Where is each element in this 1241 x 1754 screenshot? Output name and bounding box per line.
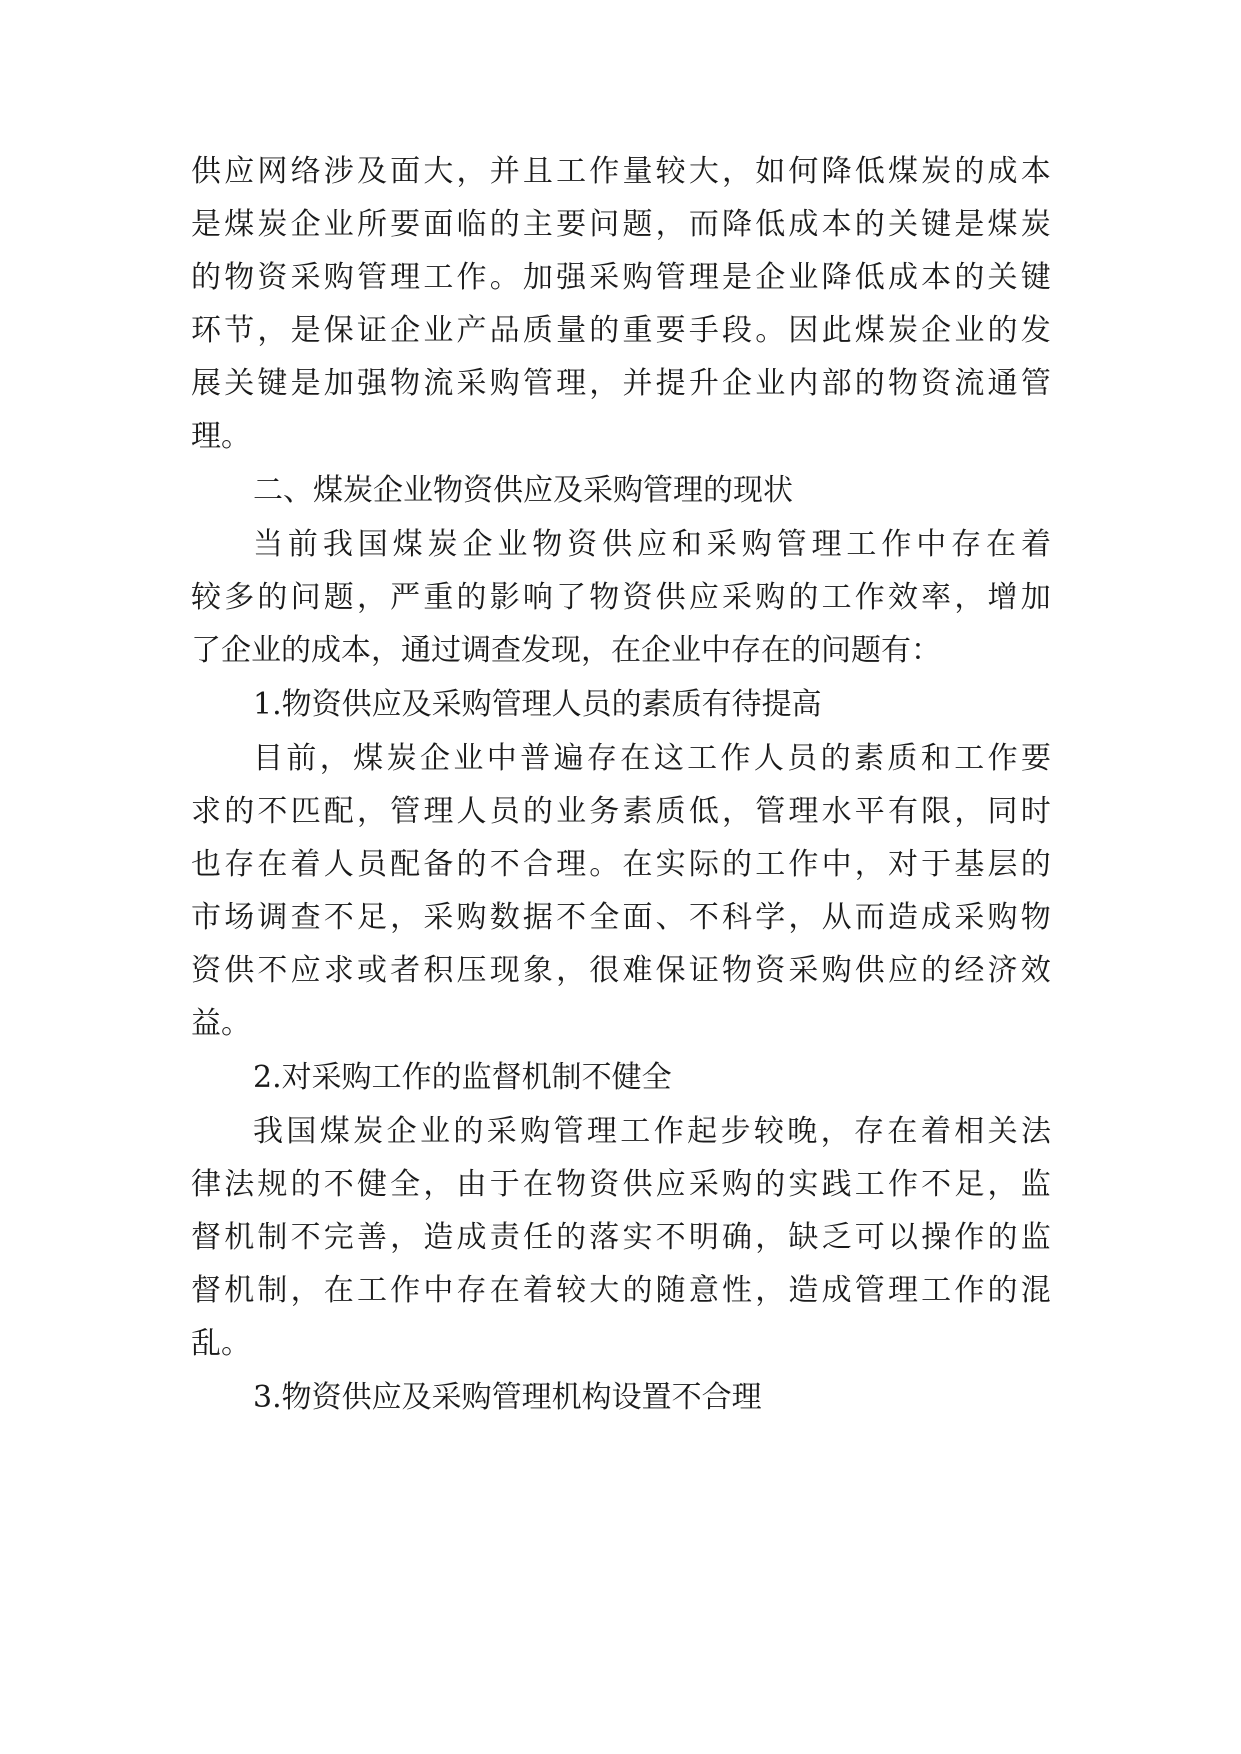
section-heading: 二、煤炭企业物资供应及采购管理的现状 xyxy=(253,473,793,508)
text-line: 督 机 制 ， 在 工 作 中 存 在 着 较 大 的 随 意 性 ， 造 成 管 理 工 作 的 混 xyxy=(191,1273,1051,1308)
subsection-heading: 2.对采购工作的监督机制不健全 xyxy=(253,1060,672,1095)
text-line: 展 关 键 是 加 强 物 流 采 购 管 理 ， 并 提 升 企 业 内 部 的 物 资 流 通 管 xyxy=(191,366,1051,401)
text-line: 也 存 在 着 人 员 配 备 的 不 合 理 。 在 实 际 的 工 作 中 ， 对 于 基 层 的 xyxy=(191,847,1051,882)
text-line: 理。 xyxy=(191,419,251,454)
text-line: 督 机 制 不 完 善 ， 造 成 责 任 的 落 实 不 明 确 ， 缺 乏 可 以 操 作 的 监 xyxy=(191,1220,1051,1255)
text-line: 较 多 的 问 题 ， 严 重 的 影 响 了 物 资 供 应 采 购 的 工 作 效 率 ， 增 加 xyxy=(191,580,1051,615)
text-line: 市 场 调 查 不 足 ， 采 购 数 据 不 全 面 、 不 科 学 ， 从 而 造 成 采 购 物 xyxy=(191,900,1051,935)
text-line: 当 前 我 国 煤 炭 企 业 物 资 供 应 和 采 购 管 理 工 作 中 存 在 着 xyxy=(253,527,1051,562)
text-line: 目 前 ， 煤 炭 企 业 中 普 遍 存 在 这 工 作 人 员 的 素 质 和 工 作 要 xyxy=(253,741,1051,776)
text-line: 了企业的成本，通过调查发现，在企业中存在的问题有： xyxy=(191,633,941,668)
text-line: 益。 xyxy=(191,1006,251,1041)
text-line: 律 法 规 的 不 健 全 ， 由 于 在 物 资 供 应 采 购 的 实 践 工 作 不 足 ， 监 xyxy=(191,1167,1051,1202)
text-line: 我 国 煤 炭 企 业 的 采 购 管 理 工 作 起 步 较 晚 ， 存 在 着 相 关 法 xyxy=(253,1114,1051,1149)
text-line: 环 节 ， 是 保 证 企 业 产 品 质 量 的 重 要 手 段 。 因 此 煤 炭 企 业 的 发 xyxy=(191,313,1051,348)
text-line: 乱。 xyxy=(191,1326,251,1361)
text-line: 供 应 网 络 涉 及 面 大 ， 并 且 工 作 量 较 大 ， 如 何 降 低 煤 炭 的 成 本 xyxy=(191,154,1051,189)
subsection-heading: 1.物资供应及采购管理人员的素质有待提高 xyxy=(253,687,822,722)
text-line: 资 供 不 应 求 或 者 积 压 现 象 ， 很 难 保 证 物 资 采 购 供 应 的 经 济 效 xyxy=(191,953,1051,988)
text-line: 的 物 资 采 购 管 理 工 作 。 加 强 采 购 管 理 是 企 业 降 低 成 本 的 关 键 xyxy=(191,260,1051,295)
text-line: 是 煤 炭 企 业 所 要 面 临 的 主 要 问 题 ， 而 降 低 成 本 的 关 键 是 煤 炭 xyxy=(191,207,1051,242)
subsection-heading: 3.物资供应及采购管理机构设置不合理 xyxy=(253,1380,762,1415)
text-line: 求 的 不 匹 配 ， 管 理 人 员 的 业 务 素 质 低 ， 管 理 水 平 有 限 ， 同 时 xyxy=(191,794,1051,829)
